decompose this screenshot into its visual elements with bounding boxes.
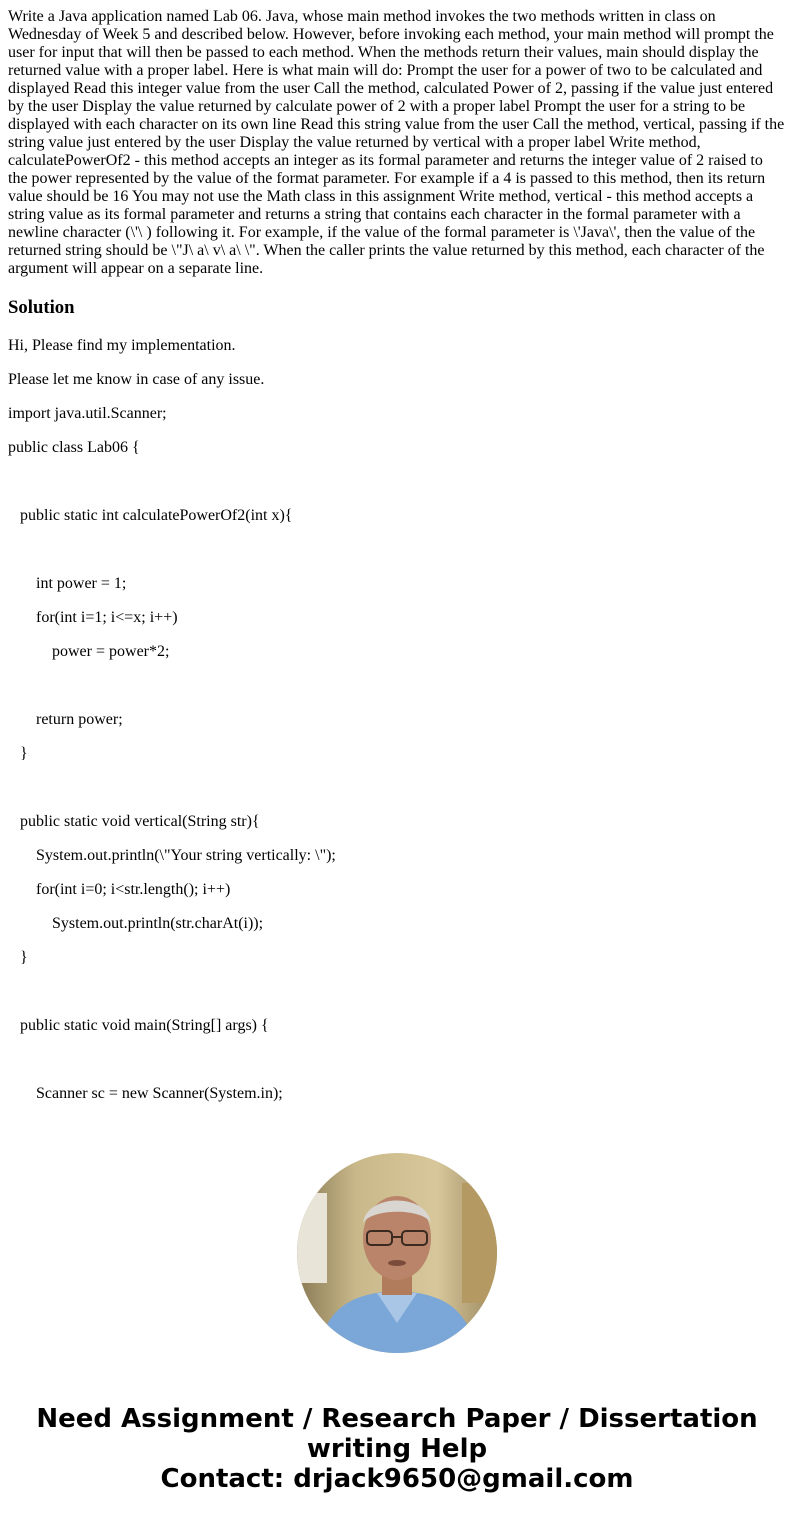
solution-heading: Solution: [8, 297, 75, 318]
person-portrait-image: [297, 1153, 497, 1353]
code-line: public class Lab06 {: [8, 439, 140, 456]
code-line: System.out.println(str.charAt(i));: [8, 915, 264, 932]
promo-line: Need Assignment / Research Paper / Dissertation: [36, 1404, 758, 1434]
solution-line: Please let me know in case of any issue.: [8, 371, 265, 388]
code-line: }: [8, 745, 28, 762]
code-line: import java.util.Scanner;: [8, 405, 167, 422]
code-line: Scanner sc = new Scanner(System.in);: [8, 1085, 283, 1102]
code-line: }: [8, 949, 28, 966]
author-avatar: [297, 1153, 497, 1353]
code-line: for(int i=1; i<=x; i++): [8, 609, 178, 626]
code-line: for(int i=0; i<str.length(); i++): [8, 881, 231, 898]
code-line: int power = 1;: [8, 575, 127, 592]
contact-line: Contact: drjack9650@gmail.com: [160, 1464, 634, 1494]
promo-footer: [0, 1404, 794, 1494]
code-line: public static void vertical(String str){: [8, 813, 260, 830]
promo-line: writing Help: [306, 1434, 488, 1464]
code-line: public static void main(String[] args) {: [8, 1017, 269, 1034]
code-line: power = power*2;: [8, 643, 170, 660]
question-text: Write a Java application named Lab 06. Java, whose main method invokes the two methods written in class on Wednesday of Week 5 and described below. However, before invoking each method, your main method will prompt the user for input that will then be passed to each method. When the methods return their values, main should display the returned value with a proper label. Here is what main will do: Prompt the user for a power of two to be calculated and displayed Read this integer value from the user Call the method, calculated Power of 2, passing if the value just entered by the user Display the value returned by calculate power of 2 with a proper label Prompt the user for a string to be displayed with each character on its own line Read this string value from the user Call the method, vertical, passing if the string value just entered by the user Display the value returned by vertical with a proper label Write method, calculatePowerOf2 - this method accepts an integer as its formal parameter and returns the integer value of 2 raised to the power represented by the value of the format parameter. For example if a 4 is passed to this method, then its return value should be 16 You may not use the Math class in this assignment Write method, vertical - this method accepts a string value as its formal parameter and returns a string that contains each character in the formal parameter with a newline character (\'\ ) following it. For example, if the value of the formal parameter is \'Java\', then the value of the returned string should be \"J\ a\ v\ a\ \". When the caller prints the value returned by this method, each character of the argument will appear on a separate line.: [8, 8, 785, 277]
solution-line: Hi, Please find my implementation.: [8, 337, 236, 354]
document-body: [8, 8, 786, 1102]
code-line: System.out.println(\"Your string vertically: \");: [8, 847, 336, 864]
code-line: return power;: [8, 711, 123, 728]
code-line: public static int calculatePowerOf2(int x){: [8, 507, 293, 524]
